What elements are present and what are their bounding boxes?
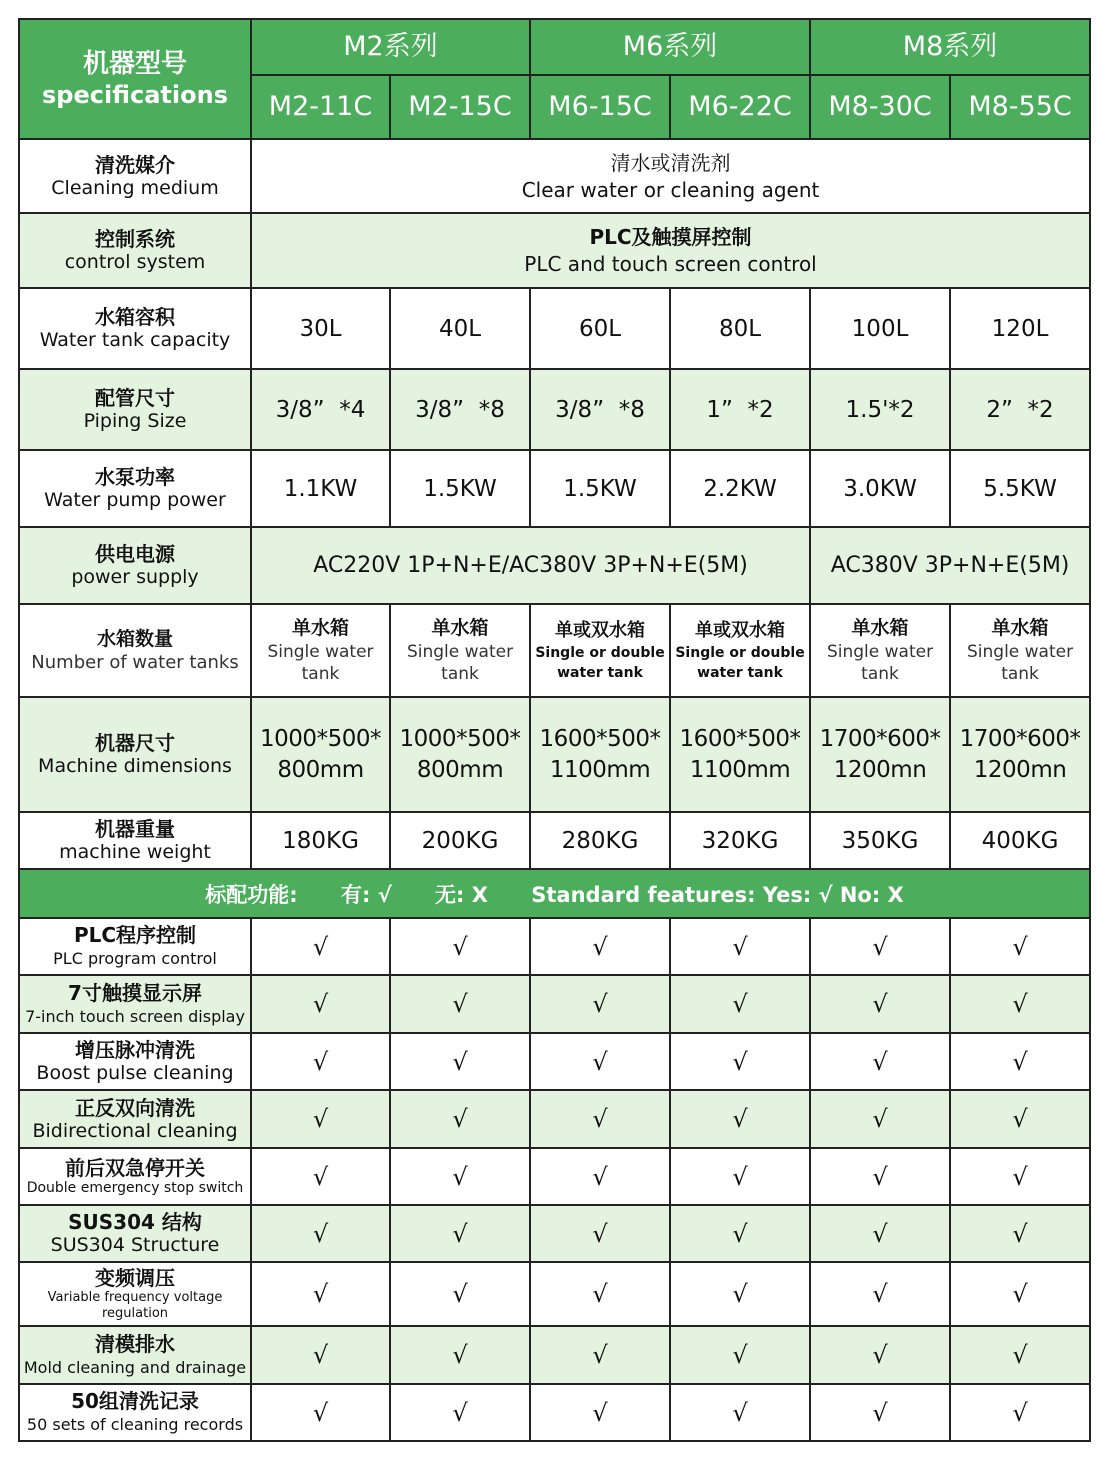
row-label-en: power supply xyxy=(71,566,199,588)
row-tank-count xyxy=(19,604,1090,697)
value-cell: 1” *2 xyxy=(670,369,810,450)
row-label-zh: 水箱数量 xyxy=(96,628,173,650)
check-icon: √ xyxy=(390,1205,530,1262)
standard-features-banner xyxy=(19,869,1090,918)
value-cell: 3/8” *8 xyxy=(530,369,670,450)
banner-zh-no: 无: X xyxy=(435,882,488,907)
banner-en: Standard features: Yes: √ No: X xyxy=(531,882,904,907)
banner-cell xyxy=(19,869,1090,918)
row-label-zh: 水箱容积 xyxy=(95,305,175,329)
check-icon: √ xyxy=(390,1384,530,1441)
check-icon: √ xyxy=(670,1262,810,1326)
dimension-line1: 1600*500* xyxy=(539,725,661,752)
model-m2-15c: M2-15C xyxy=(390,75,530,139)
spec-header-zh: 机器型号 xyxy=(82,49,187,79)
feature-row xyxy=(19,1205,1090,1262)
row-label-zh: 机器重量 xyxy=(95,817,175,841)
check-icon: √ xyxy=(390,1033,530,1090)
check-icon: √ xyxy=(670,1384,810,1441)
check-icon: √ xyxy=(670,1326,810,1384)
row-label-en: machine weight xyxy=(59,841,211,863)
check-icon: √ xyxy=(530,1148,670,1205)
series-m2: M2系列 xyxy=(251,19,530,75)
check-icon: √ xyxy=(530,1384,670,1441)
check-icon: √ xyxy=(251,975,390,1033)
spec-sheet xyxy=(18,18,1091,1442)
feature-label xyxy=(19,1033,251,1090)
row-label xyxy=(19,213,251,288)
model-m8-55c: M8-55C xyxy=(950,75,1090,139)
check-icon: √ xyxy=(390,1148,530,1205)
row-piping-size xyxy=(19,369,1090,450)
row-label-en: control system xyxy=(64,251,206,273)
value-cell: 80L xyxy=(670,288,810,369)
check-icon: √ xyxy=(530,1033,670,1090)
row-weight xyxy=(19,812,1090,869)
check-icon: √ xyxy=(390,918,530,975)
check-icon: √ xyxy=(670,1205,810,1262)
spec-header-cell xyxy=(19,19,251,139)
value-cell: 3.0KW xyxy=(810,450,950,527)
row-label-zh: 控制系统 xyxy=(95,227,175,251)
row-label xyxy=(19,369,251,450)
check-icon: √ xyxy=(390,1326,530,1384)
tank-en-line1: Single water xyxy=(826,642,934,662)
tank-count-cell xyxy=(390,604,530,697)
feature-label-en: SUS304 Structure xyxy=(50,1234,220,1256)
value-cell: 3/8” *8 xyxy=(390,369,530,450)
check-icon: √ xyxy=(810,918,950,975)
row-label-en: Water tank capacity xyxy=(39,329,231,351)
check-icon: √ xyxy=(251,1090,390,1148)
tank-count-cell xyxy=(530,604,670,697)
tank-en-line2: tank xyxy=(861,664,899,684)
feature-label-en: Double emergency stop switch xyxy=(26,1180,244,1196)
feature-label-zh: 增压脉冲清洗 xyxy=(75,1038,195,1062)
feature-row xyxy=(19,918,1090,975)
check-icon: √ xyxy=(950,1148,1090,1205)
check-icon: √ xyxy=(670,1033,810,1090)
check-icon: √ xyxy=(810,975,950,1033)
check-icon: √ xyxy=(810,1033,950,1090)
tank-en-line1: Single water xyxy=(267,642,374,662)
row-label-zh: 机器尺寸 xyxy=(95,731,175,755)
feature-label-zh: 清模排水 xyxy=(95,1331,175,1356)
model-m6-15c: M6-15C xyxy=(530,75,670,139)
check-icon: √ xyxy=(810,1262,950,1326)
check-icon: √ xyxy=(530,1262,670,1326)
feature-label xyxy=(19,918,251,975)
tank-count-cell xyxy=(810,604,950,697)
tank-en-line1: Single or double xyxy=(675,645,805,661)
check-icon: √ xyxy=(810,1090,950,1148)
value-cell: 2.2KW xyxy=(670,450,810,527)
value-cell: 1.1KW xyxy=(251,450,390,527)
row-label xyxy=(19,812,251,869)
check-icon: √ xyxy=(530,1326,670,1384)
tank-en-line1: Single water xyxy=(406,642,514,662)
dimension-line1: 1000*500* xyxy=(399,725,521,752)
dimension-line2: 1200mn xyxy=(973,756,1067,783)
value-cell: 320KG xyxy=(670,812,810,869)
feature-label-zh: 7寸触摸显示屏 xyxy=(68,980,202,1005)
feature-label xyxy=(19,1090,251,1148)
row-label xyxy=(19,604,251,697)
check-icon: √ xyxy=(390,1090,530,1148)
feature-label-en: Mold cleaning and drainage xyxy=(23,1357,247,1377)
check-icon: √ xyxy=(251,1262,390,1326)
value-cell: 400KG xyxy=(950,812,1090,869)
dimension-cell xyxy=(530,697,670,812)
value-cell: 40L xyxy=(390,288,530,369)
feature-label-zh: 变频调压 xyxy=(95,1266,175,1290)
feature-label xyxy=(19,1148,251,1205)
feature-label xyxy=(19,975,251,1033)
value-cell: 180KG xyxy=(251,812,390,869)
model-m2-11c: M2-11C xyxy=(251,75,390,139)
check-icon: √ xyxy=(950,1033,1090,1090)
value-cell: 1.5KW xyxy=(530,450,670,527)
check-icon: √ xyxy=(530,1090,670,1148)
tank-zh: 单水箱 xyxy=(431,617,489,639)
dimension-line2: 1100mm xyxy=(549,756,651,783)
value-cell: 280KG xyxy=(530,812,670,869)
tank-en-line2: tank xyxy=(441,664,479,684)
banner-zh-yes: 有: √ xyxy=(341,882,392,907)
feature-row xyxy=(19,1384,1090,1441)
feature-label-zh: 正反双向清洗 xyxy=(75,1095,195,1120)
feature-label-en: Boost pulse cleaning xyxy=(36,1062,234,1084)
tank-en-line2: tank xyxy=(1001,664,1039,684)
value-cell: 100L xyxy=(810,288,950,369)
row-label-en: Cleaning medium xyxy=(51,176,219,199)
check-icon: √ xyxy=(670,1148,810,1205)
value-cell: 2” *2 xyxy=(950,369,1090,450)
feature-label-zh: PLC程序控制 xyxy=(73,923,197,947)
check-icon: √ xyxy=(950,1326,1090,1384)
dimension-line2: 1100mm xyxy=(689,756,791,783)
check-icon: √ xyxy=(390,1262,530,1326)
feature-row xyxy=(19,975,1090,1033)
check-icon: √ xyxy=(810,1148,950,1205)
tank-zh: 单水箱 xyxy=(991,617,1049,639)
value-cell: 3/8” *4 xyxy=(251,369,390,450)
dimension-line2: 800mm xyxy=(277,756,364,783)
model-m8-30c: M8-30C xyxy=(810,75,950,139)
banner-zh-title: 标配功能: xyxy=(205,882,298,907)
feature-label-zh: 前后双急停开关 xyxy=(65,1156,205,1180)
tank-en-line2: water tank xyxy=(557,665,643,681)
value-cell: 30L xyxy=(251,288,390,369)
row-label-en: Piping Size xyxy=(83,410,187,432)
value-cell: 200KG xyxy=(390,812,530,869)
row-label xyxy=(19,527,251,604)
cleaning-medium-value xyxy=(251,139,1090,213)
dimension-cell xyxy=(670,697,810,812)
feature-label xyxy=(19,1384,251,1441)
check-icon: √ xyxy=(950,975,1090,1033)
value-cell: 60L xyxy=(530,288,670,369)
value-cell: 1.5'*2 xyxy=(810,369,950,450)
model-m6-22c: M6-22C xyxy=(670,75,810,139)
tank-zh: 单或双水箱 xyxy=(555,620,646,641)
check-icon: √ xyxy=(810,1326,950,1384)
spec-header-en: specifications xyxy=(42,81,228,109)
row-control-system xyxy=(19,213,1090,288)
value-cell: 120L xyxy=(950,288,1090,369)
check-icon: √ xyxy=(810,1384,950,1441)
dimension-line2: 800mm xyxy=(416,756,504,783)
tank-count-cell xyxy=(670,604,810,697)
feature-label-en: Bidirectional cleaning xyxy=(32,1119,238,1142)
row-label-zh: 清洗媒介 xyxy=(95,152,175,177)
check-icon: √ xyxy=(950,1090,1090,1148)
dimension-line1: 1000*500* xyxy=(260,725,381,752)
power-supply-m2-m6: AC220V 1P+N+E/AC380V 3P+N+E(5M) xyxy=(251,527,810,604)
check-icon: √ xyxy=(950,1262,1090,1326)
row-label-zh: 配管尺寸 xyxy=(95,386,175,410)
dimension-line1: 1700*600* xyxy=(959,725,1081,752)
check-icon: √ xyxy=(251,918,390,975)
tank-zh: 单水箱 xyxy=(291,617,349,639)
dimension-line1: 1600*500* xyxy=(679,725,801,752)
row-pump-power xyxy=(19,450,1090,527)
header-row-series xyxy=(19,19,1090,75)
dimension-cell xyxy=(390,697,530,812)
row-label-en: Number of water tanks xyxy=(31,652,239,673)
feature-label-en: PLC program control xyxy=(53,949,217,968)
check-icon: √ xyxy=(950,1384,1090,1441)
tank-zh: 单或双水箱 xyxy=(695,620,786,641)
tank-zh: 单水箱 xyxy=(851,617,909,639)
row-dimensions xyxy=(19,697,1090,812)
feature-label-en: 7-inch touch screen display xyxy=(25,1006,245,1026)
feature-row xyxy=(19,1148,1090,1205)
tank-en-line2: tank xyxy=(301,664,340,684)
feature-label xyxy=(19,1326,251,1384)
spec-table xyxy=(18,18,1091,1442)
row-label xyxy=(19,288,251,369)
feature-label-en: 50 sets of cleaning records xyxy=(26,1415,244,1434)
feature-label xyxy=(19,1262,251,1326)
value-zh: 清水或清洗剂 xyxy=(610,150,731,175)
row-label-zh: 供电电源 xyxy=(95,542,175,566)
row-label-zh: 水泵功率 xyxy=(95,465,175,489)
tank-count-cell xyxy=(251,604,390,697)
value-cell: 350KG xyxy=(810,812,950,869)
check-icon: √ xyxy=(530,975,670,1033)
check-icon: √ xyxy=(530,1205,670,1262)
check-icon: √ xyxy=(810,1205,950,1262)
tank-en-line1: Single or double xyxy=(535,645,665,661)
dimension-cell xyxy=(950,697,1090,812)
check-icon: √ xyxy=(251,1033,390,1090)
value-cell: 1.5KW xyxy=(390,450,530,527)
check-icon: √ xyxy=(670,1090,810,1148)
row-power-supply xyxy=(19,527,1090,604)
row-cleaning-medium xyxy=(19,139,1090,213)
check-icon: √ xyxy=(390,975,530,1033)
check-icon: √ xyxy=(950,918,1090,975)
series-m8: M8系列 xyxy=(810,19,1090,75)
check-icon: √ xyxy=(251,1148,390,1205)
check-icon: √ xyxy=(530,918,670,975)
control-system-value xyxy=(251,213,1090,288)
feature-row xyxy=(19,1090,1090,1148)
check-icon: √ xyxy=(251,1326,390,1384)
row-label-en: Machine dimensions xyxy=(38,755,232,777)
tank-count-cell xyxy=(950,604,1090,697)
dimension-cell xyxy=(251,697,390,812)
feature-row xyxy=(19,1033,1090,1090)
feature-row xyxy=(19,1262,1090,1326)
feature-label-zh: 50组清洗记录 xyxy=(71,1389,199,1413)
row-label xyxy=(19,139,251,213)
value-zh: PLC及触摸屏控制 xyxy=(589,225,752,249)
value-en: Clear water or cleaning agent xyxy=(521,177,820,202)
check-icon: √ xyxy=(670,918,810,975)
value-cell: 5.5KW xyxy=(950,450,1090,527)
row-label-en: Water pump power xyxy=(44,489,226,511)
feature-label xyxy=(19,1205,251,1262)
check-icon: √ xyxy=(251,1205,390,1262)
dimension-line2: 1200mn xyxy=(833,756,927,783)
check-icon: √ xyxy=(670,975,810,1033)
check-icon: √ xyxy=(251,1384,390,1441)
feature-row xyxy=(19,1326,1090,1384)
dimension-cell xyxy=(810,697,950,812)
feature-label-en: Variable frequency voltage regulation xyxy=(47,1290,223,1321)
row-label xyxy=(19,450,251,527)
value-en: PLC and touch screen control xyxy=(524,252,817,276)
check-icon: √ xyxy=(950,1205,1090,1262)
dimension-line1: 1700*600* xyxy=(819,725,941,752)
row-tank-capacity xyxy=(19,288,1090,369)
series-m6: M6系列 xyxy=(530,19,810,75)
tank-en-line1: Single water xyxy=(966,642,1074,662)
power-supply-m8: AC380V 3P+N+E(5M) xyxy=(810,527,1090,604)
tank-en-line2: water tank xyxy=(697,665,783,681)
feature-label-zh: SUS304 结构 xyxy=(68,1210,202,1234)
row-label xyxy=(19,697,251,812)
